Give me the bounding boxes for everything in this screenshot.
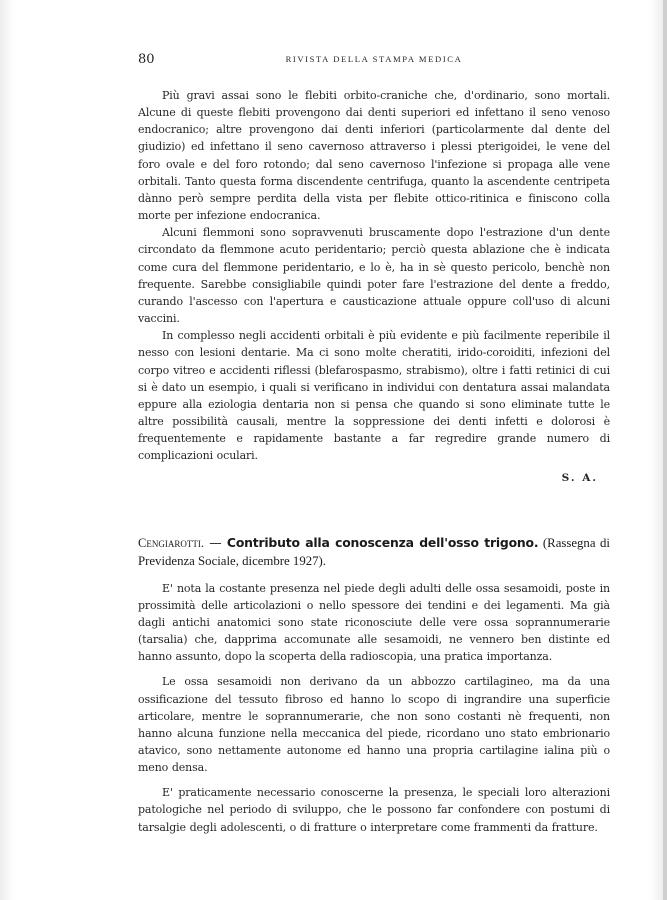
page-body — [138, 87, 610, 836]
paragraph-diagnosi: E' praticamente necessario conoscerne la presenza, le speciali loro alterazioni patologiche nel periodo di sviluppo, che le possono far confondere con postumi di tarsalgie degli adolescenti, o di fratture o interpretare come frammenti da fratture. — [138, 786, 610, 834]
paragraph-accidenti-orbitali: In complesso negli accidenti orbitali è più evidente e più facilmente reperibile il nesso con lesioni dentarie. Ma ci sono molte cheratiti, irido-coroiditi, infezioni del corpo vitreo e accidenti riflessi (blefarospasmo, strabismo), oltre i fatti retinici di cui si è dato un esempio, i quali si verificano in individui con dentatura assai malandata eppure alla eziologia dentaria non si pensa che quando si sono eliminate tutte le altre possibilità causali, mentre la soppressione dei denti infetti e dolorosi è frequentemente e rapidamente bastante a far regredire grande numero di complicazioni oculari. — [138, 329, 610, 463]
author-initials: S. A. — [561, 472, 598, 485]
article-heading — [138, 534, 610, 570]
page-header — [138, 52, 610, 72]
article-author: Cengiarotti. — [138, 535, 204, 550]
running-title: RIVISTA DELLA STAMPA MEDICA — [285, 54, 463, 64]
page-edge-shadow — [663, 0, 667, 900]
paragraph-flemmoni: Alcuni flemmoni sono sopravvenuti bruscamente dopo l'estrazione d'un dente circondato da flemmone acuto peridentario; perciò questa ablazione che è indicata come cura del flemmone peridentario, e lo è, ha in sè questo pericolo, benchè non frequente. Sarebbe consigliabile quindi poter fare l'estrazione del dente a freddo, curando l'ascesso con l'apertura e causticazione attuale oppure coll'uso di alcuni vaccini. — [138, 226, 610, 326]
paragraph-ossificazione: Le ossa sesamoidi non derivano da un abbozzo cartilagineo, ma da una ossificazione del tessuto fibroso ed hanno lo scopo di ingrandire una superficie articolare, mentre le soprannumerarie, che non sono costanti nè frequenti, non hanno alcuna funzione nella meccanica del piede, ricordano uno stato embrionario atavico, sono nettamente autonome ed hanno una propria cartilagine ialina più o meno densa. — [138, 675, 610, 775]
page-number: 80 — [138, 52, 155, 67]
paragraph-flebiti: Più gravi assai sono le flebiti orbito-craniche che, d'ordinario, sono mortali. Alcune di queste flebiti provengono dai denti superiori ed infettano il seno venoso endocranico; altre provengono dai denti inferiori (particolarmente dal dente del giudizio) ed infettano il seno cavernoso attraverso i plessi pterigoidei, le vene del foro ovale e del foro rotondo; dal seno cavernoso l'infezione si propaga alle vene orbitali. Tanto questa forma discendente centrifuga, quanto la ascendente centripeta dànno però sempre perdita della vista per flebite ottico-ritinica e finiscono colla morte per infezione endocranica. — [138, 89, 610, 223]
article-source: (Rassegna di Previdenza Sociale, dicembre 1927). — [138, 535, 610, 568]
article-title: Contributo alla conoscenza dell'osso trigono. — [226, 534, 539, 550]
paragraph-ossa-sesamoidi: E' nota la costante presenza nel piede degli adulti delle ossa sesamoidi, poste in prossimità delle articolazioni o nello spessore dei tendini e dei legamenti. Ma già dagli antichi anatomici sono state riconosciute delle vere ossa soprannumerarie (tarsalia) che, dapprima accomunate alle sesamoidi, ne vennero ben distinte ed hanno assunto, dopo la scoperta della radioscopia, una pratica importanza. — [138, 581, 610, 664]
section-gap — [138, 570, 610, 580]
heading-dash: — — [203, 534, 227, 550]
